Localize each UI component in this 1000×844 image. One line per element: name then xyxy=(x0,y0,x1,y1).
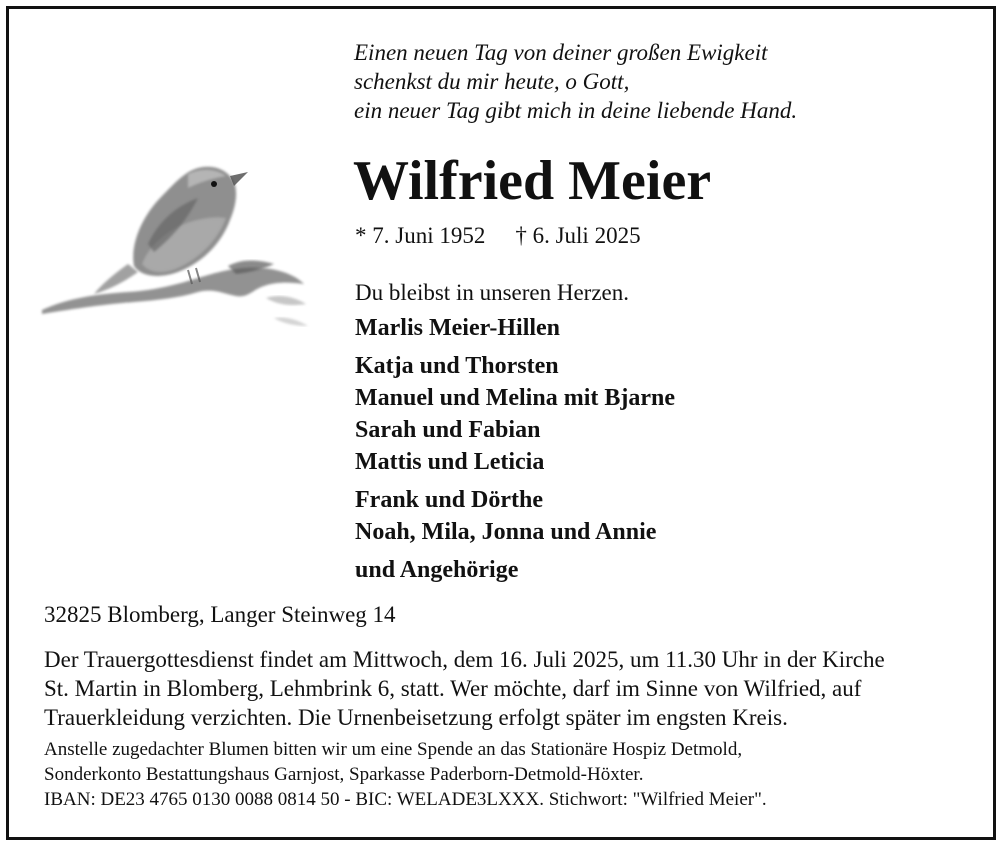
life-dates xyxy=(355,222,641,250)
mourner-name: Manuel und Melina mit Bjarne xyxy=(355,385,676,411)
mourners-list xyxy=(355,312,675,592)
service-line: Der Trauergottesdienst findet am Mittwoch, dem 16. Juli 2025, um 11.30 Uhr in der Kirche xyxy=(44,647,885,672)
mourner-name: und Angehörige xyxy=(355,557,519,583)
death-date: † 6. Juli 2025 xyxy=(515,223,641,248)
mourner-group xyxy=(355,484,675,548)
mourner-group xyxy=(355,350,675,478)
mourner-name: Katja und Thorsten xyxy=(355,353,559,379)
mourner-group xyxy=(355,312,675,344)
donation-line: IBAN: DE23 4765 0130 0088 0814 50 - BIC: WELADE3LXXX. Stichwort: "Wilfried Meier". xyxy=(44,789,767,810)
service-info xyxy=(44,645,885,732)
donation-info xyxy=(44,737,767,812)
family-address: 32825 Blomberg, Langer Steinweg 14 xyxy=(44,602,396,627)
donation-line: Anstelle zugedachter Blumen bitten wir um eine Spende an das Stationäre Hospiz Detmold, xyxy=(44,739,743,760)
farewell-line: Du bleibst in unseren Herzen. xyxy=(355,280,630,305)
mourner-name: Frank und Dörthe xyxy=(355,487,544,513)
birth-date: * 7. Juni 1952 xyxy=(355,223,486,248)
service-line: St. Martin in Blomberg, Lehmbrink 6, statt. Wer möchte, darf im Sinne von Wilfried, auf xyxy=(44,676,862,701)
mourner-group xyxy=(355,554,675,586)
poem-line: schenkst du mir heute, o Gott, xyxy=(354,69,630,94)
poem xyxy=(354,38,954,125)
mourner-name: Marlis Meier-Hillen xyxy=(355,315,561,341)
donation-line: Sonderkonto Bestattungshaus Garnjost, Sparkasse Paderborn-Detmold-Höxter. xyxy=(44,764,644,785)
mourner-name: Mattis und Leticia xyxy=(355,449,545,475)
deceased-name: Wilfried Meier xyxy=(353,150,712,212)
mourner-name: Sarah und Fabian xyxy=(355,417,541,443)
mourner-name: Noah, Mila, Jonna und Annie xyxy=(355,519,657,545)
bird-on-branch-icon xyxy=(38,148,328,338)
service-line: Trauerkleidung verzichten. Die Urnenbeisetzung erfolgt später im engsten Kreis. xyxy=(44,705,788,730)
poem-line: ein neuer Tag gibt mich in deine liebende Hand. xyxy=(354,98,798,123)
poem-line: Einen neuen Tag von deiner großen Ewigkeit xyxy=(354,40,768,65)
